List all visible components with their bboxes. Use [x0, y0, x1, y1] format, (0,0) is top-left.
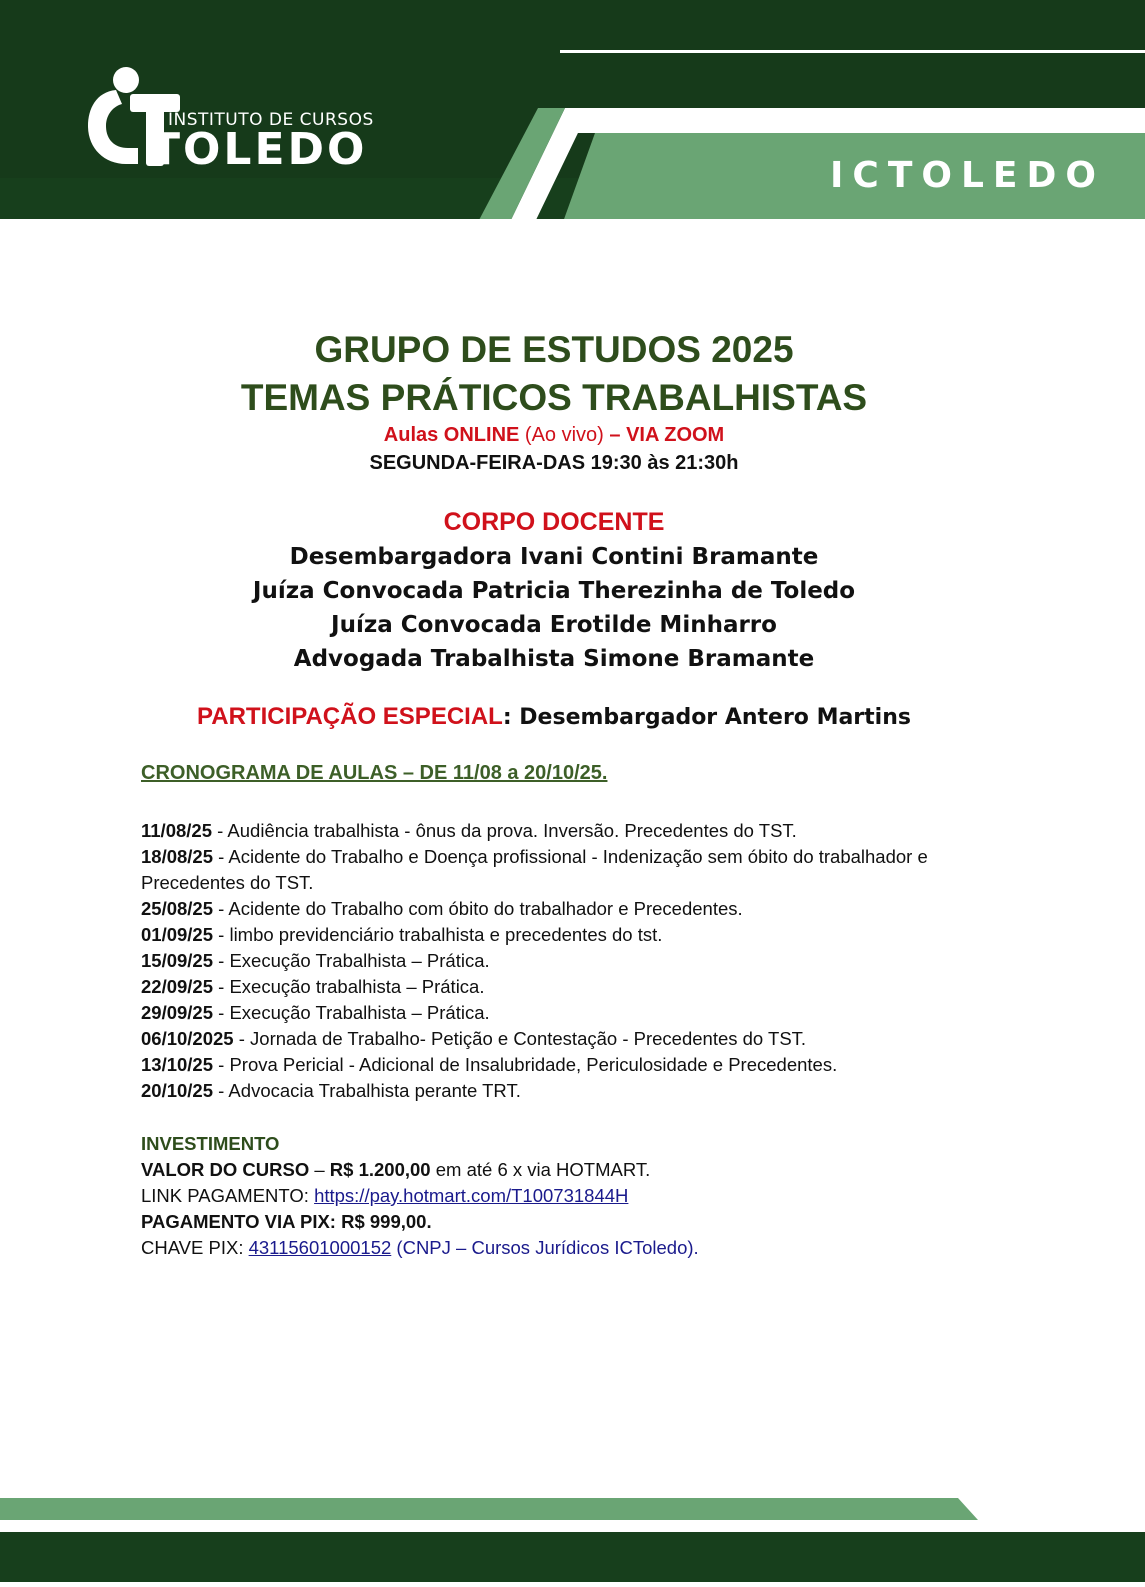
- list-item: [141, 974, 986, 1000]
- list-item: [141, 948, 986, 974]
- chave-rest: (CNPJ – Cursos Jurídicos ICToledo).: [391, 1237, 699, 1258]
- item-text: - Acidente do Trabalho e Doença profissional - Indenização sem óbito do trabalhador e Precedentes do TST.: [141, 846, 928, 893]
- item-text: - Prova Pericial - Adicional de Insalubridade, Periculosidade e Precedentes.: [213, 1054, 838, 1075]
- list-item: [141, 922, 986, 948]
- item-text: - Execução Trabalhista – Prática.: [213, 950, 490, 971]
- pix-line: [141, 1209, 699, 1235]
- logo-title: TOLEDO: [150, 124, 368, 175]
- item-date: 20/10/25: [141, 1080, 214, 1101]
- payment-link[interactable]: https://pay.hotmart.com/T100731844H: [314, 1185, 629, 1206]
- docente-item: Juíza Convocada Patricia Therezinha de Toledo: [252, 578, 856, 604]
- valor-rest: em até 6 x via HOTMART.: [430, 1159, 651, 1180]
- list-item: [141, 1078, 986, 1104]
- chave-line: [141, 1235, 699, 1261]
- pix-key-link[interactable]: 43115601000152: [248, 1237, 392, 1258]
- special-name: : Desembargador Antero Martins: [502, 705, 911, 730]
- footer-banner: [0, 1496, 1145, 1582]
- docentes-heading: CORPO DOCENTE: [443, 508, 665, 536]
- valor-sep: –: [309, 1159, 330, 1180]
- item-date: 06/10/2025: [141, 1028, 234, 1049]
- docente-item: Desembargadora Ivani Contini Bramante: [289, 544, 819, 570]
- special-participation: [0, 703, 1108, 731]
- item-text: - limbo previdenciário trabalhista e precedentes do tst.: [213, 924, 663, 945]
- item-date: 18/08/25: [141, 846, 214, 867]
- cronograma-list: [141, 818, 986, 1104]
- item-date: 01/09/25: [141, 924, 214, 945]
- page-title-line2: TEMAS PRÁTICOS TRABALHISTAS: [240, 377, 868, 418]
- chave-label: CHAVE PIX:: [141, 1237, 249, 1258]
- item-text: - Jornada de Trabalho- Petição e Contestação - Precedentes do TST.: [233, 1028, 807, 1049]
- list-item: [141, 896, 986, 922]
- item-date: 13/10/25: [141, 1054, 214, 1075]
- page-title-line1: GRUPO DE ESTUDOS 2025: [314, 329, 794, 370]
- item-text: - Execução trabalhista – Prática.: [213, 976, 485, 997]
- format-line: [0, 424, 1108, 447]
- valor-label: VALOR DO CURSO: [141, 1159, 310, 1180]
- list-item: [141, 1052, 986, 1078]
- item-date: 25/08/25: [141, 898, 214, 919]
- docente-item: Juíza Convocada Erotilde Minharro: [331, 612, 777, 638]
- footer-graphic: [0, 1496, 1145, 1582]
- item-text: - Audiência trabalhista - ônus da prova. Inversão. Precedentes do TST.: [212, 820, 797, 841]
- logo-subtitle: INSTITUTO DE CURSOS: [168, 110, 374, 130]
- list-item: [141, 818, 986, 844]
- item-date: 22/09/25: [141, 976, 214, 997]
- special-label: PARTICIPAÇÃO ESPECIAL: [197, 703, 503, 730]
- valor-price: R$ 1.200,00: [329, 1159, 431, 1180]
- list-item: [141, 844, 986, 896]
- docentes-list: [0, 540, 1108, 676]
- pix-value: : R$ 999,00.: [329, 1211, 432, 1232]
- cronograma-heading: CRONOGRAMA DE AULAS – DE 11/08 a 20/10/25.: [141, 762, 608, 784]
- list-item: [141, 1000, 986, 1026]
- item-text: - Acidente do Trabalho com óbito do trabalhador e Precedentes.: [213, 898, 743, 919]
- valor-line: [141, 1157, 699, 1183]
- list-item: [141, 1026, 986, 1052]
- pix-label: PAGAMENTO VIA PIX: [141, 1211, 330, 1232]
- ao-vivo: (Ao vivo): [524, 424, 604, 446]
- header-banner: [0, 0, 1145, 222]
- item-text: - Execução Trabalhista – Prática.: [213, 1002, 490, 1023]
- item-date: 11/08/25: [141, 820, 212, 841]
- brand-wordmark: ICTOLEDO: [830, 155, 1105, 196]
- investimento-section: [141, 1131, 699, 1261]
- item-text: - Advocacia Trabalhista perante TRT.: [213, 1080, 521, 1101]
- via-zoom: – VIA ZOOM: [609, 424, 725, 446]
- item-date: 29/09/25: [141, 1002, 214, 1023]
- item-date: 15/09/25: [141, 950, 214, 971]
- docente-item: Advogada Trabalhista Simone Bramante: [293, 646, 815, 672]
- link-line: [141, 1183, 699, 1209]
- link-label: LINK PAGAMENTO:: [141, 1185, 315, 1206]
- schedule-time: SEGUNDA-FEIRA-DAS 19:30 às 21:30h: [369, 452, 739, 474]
- aulas-online: Aulas ONLINE: [383, 424, 520, 446]
- investimento-heading: INVESTIMENTO: [141, 1133, 280, 1154]
